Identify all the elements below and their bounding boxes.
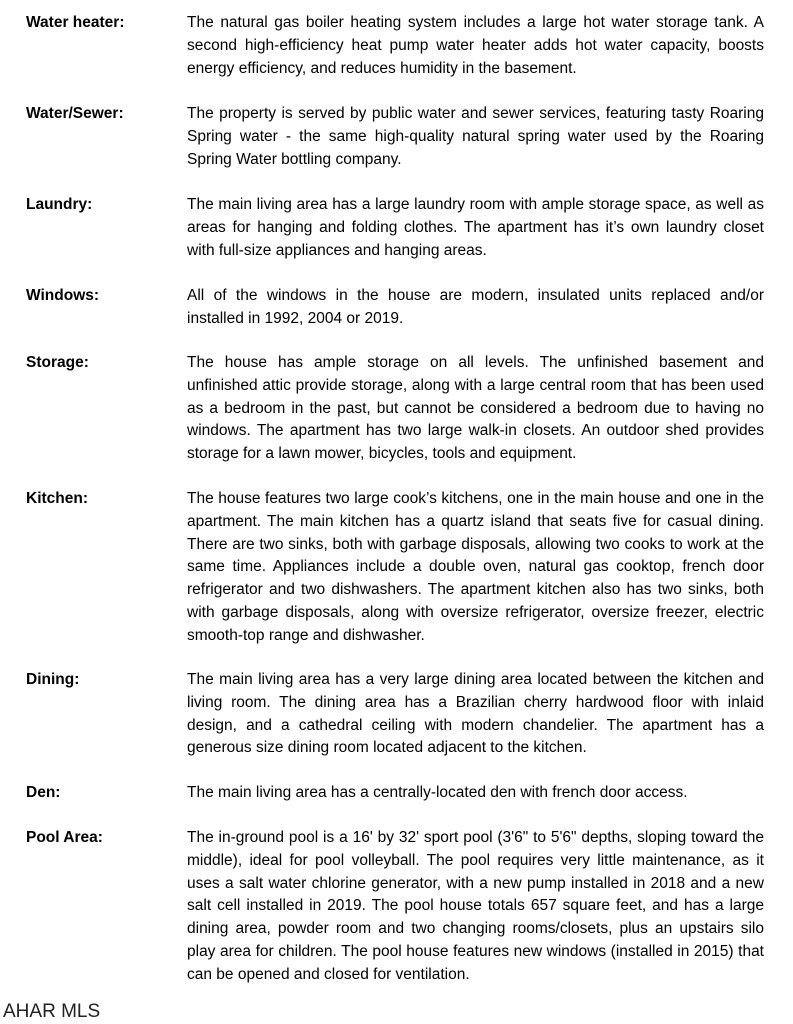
section-text: The property is served by public water and sewer services, featuring tasty Roaring Spring water - the same high-quality natural spring water used by the Roaring Spring Water bottling company. bbox=[187, 105, 764, 168]
section-label: Water/Sewer: bbox=[26, 105, 124, 122]
mls-watermark: AHAR MLS bbox=[3, 1001, 101, 1022]
section-label: Windows: bbox=[26, 287, 100, 304]
section-text: The main living area has a centrally-located den with french door access. bbox=[187, 784, 688, 801]
section-label: Kitchen: bbox=[26, 490, 88, 507]
section-label: Laundry: bbox=[26, 196, 93, 213]
section-text: The natural gas boiler heating system includes a large hot water storage tank. A second high-efficiency heat pump water heater adds hot water capacity, boosts energy efficiency, and reduces humidity in the basement. bbox=[187, 14, 764, 77]
section-label: Den: bbox=[26, 784, 61, 801]
section-text: All of the windows in the house are modern, insulated units replaced and/or installed in 1992, 2004 or 2019. bbox=[187, 287, 764, 327]
section-label: Storage: bbox=[26, 354, 89, 371]
section-text: The house features two large cook’s kitchens, one in the main house and one in the apartment. The main kitchen has a quartz island that seats five for casual dining. There are two sinks, both with garbage disposals, allowing two cooks to work at the same time. Appliances include a double oven, natural gas cooktop, french door refrigerator and two dishwashers. The apartment kitchen also has two sinks, both with garbage disposals, along with oversize refrigerator, oversize freezer, electric smooth-top range and dishwasher. bbox=[187, 490, 764, 644]
section-label: Water heater: bbox=[26, 14, 125, 31]
section-label: Dining: bbox=[26, 671, 80, 688]
section-text: The in-ground pool is a 16' by 32' sport pool (3'6" to 5'6" depths, sloping toward the middle), ideal for pool volleyball. The pool requires very little maintenance, as it uses a salt water chlorine generator, with a new pump installed in 2018 and a new salt cell installed in 2019. The pool house totals 657 square feet, and has a large dining area, powder room and two changing rooms/closets, plus an upstairs silo play area for children. The pool house features new windows (installed in 2015) that can be opened and closed for ventilation. bbox=[187, 829, 764, 983]
section-text: The main living area has a large laundry room with ample storage space, as well as areas for hanging and folding clothes. The apartment has it’s own laundry closet with full-size appliances and hanging areas. bbox=[187, 196, 764, 259]
section-text: The house has ample storage on all levels. The unfinished basement and unfinished attic provide storage, along with a large central room that has been used as a bedroom in the past, but cannot be considered a bedroom due to having no windows. The apartment has two large walk-in closets. An outdoor shed provides storage for a lawn mower, bicycles, tools and equipment. bbox=[187, 354, 764, 463]
section-text: The main living area has a very large dining area located between the kitchen and living room. The dining area has a Brazilian cherry hardwood floor with inlaid design, and a cathedral ceiling with modern chandelier. The apartment has a generous size dining room located adjacent to the kitchen. bbox=[187, 671, 764, 757]
section-label: Pool Area: bbox=[26, 829, 103, 846]
